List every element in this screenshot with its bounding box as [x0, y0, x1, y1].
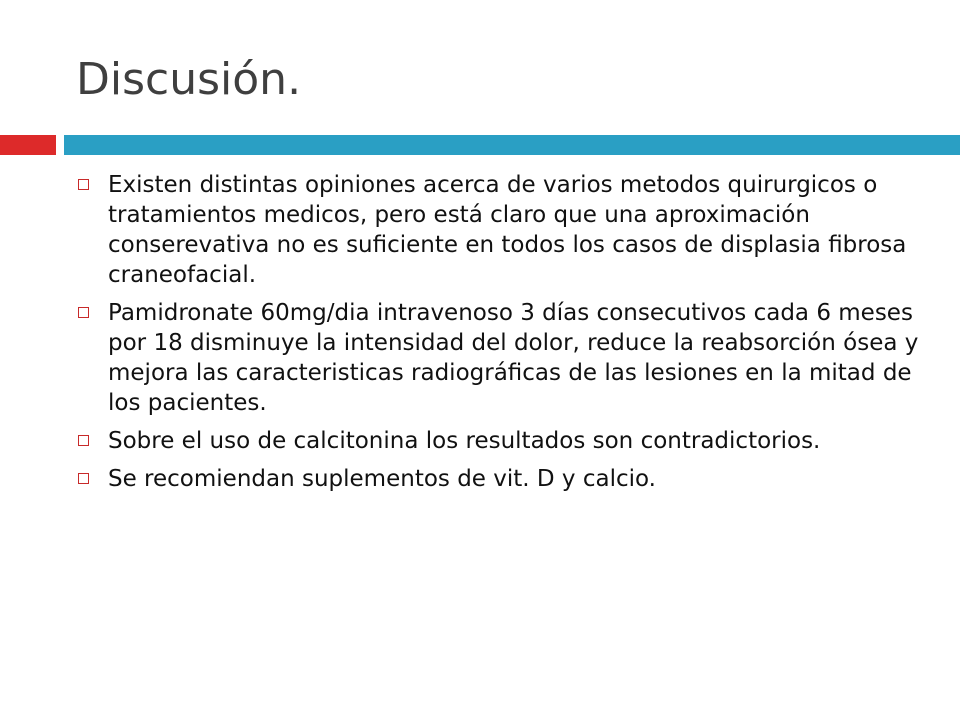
- bullet-text: Sobre el uso de calcitonina los resultados son contradictorios.: [108, 428, 821, 454]
- bullet-text: Se recomiendan suplementos de vit. D y calcio.: [108, 466, 656, 492]
- bullet-item: [76, 464, 926, 494]
- bullet-item: [76, 298, 926, 418]
- bullet-item: [76, 426, 926, 456]
- bullet-list: [76, 170, 926, 502]
- slide-title: Discusión.: [76, 54, 302, 105]
- hollow-square-icon: [78, 473, 89, 484]
- hollow-square-icon: [78, 435, 89, 446]
- bullet-text: Pamidronate 60mg/dia intravenoso 3 días consecutivos cada 6 meses por 18 disminuye la intensidad del dolor, reduce la reabsorción ósea y mejora las caracteristicas radiográficas de las lesiones en la mitad de los pacientes.: [108, 300, 919, 416]
- title-accent-bar-blue: [64, 135, 960, 155]
- bullet-text: Existen distintas opiniones acerca de varios metodos quirurgicos o tratamientos medicos, pero está claro que una aproximación conserevativa no es suficiente en todos los casos de displasia fibrosa craneofacial.: [108, 172, 907, 288]
- hollow-square-icon: [78, 179, 89, 190]
- title-accent-bar-red: [0, 135, 56, 155]
- bullet-item: [76, 170, 926, 290]
- hollow-square-icon: [78, 307, 89, 318]
